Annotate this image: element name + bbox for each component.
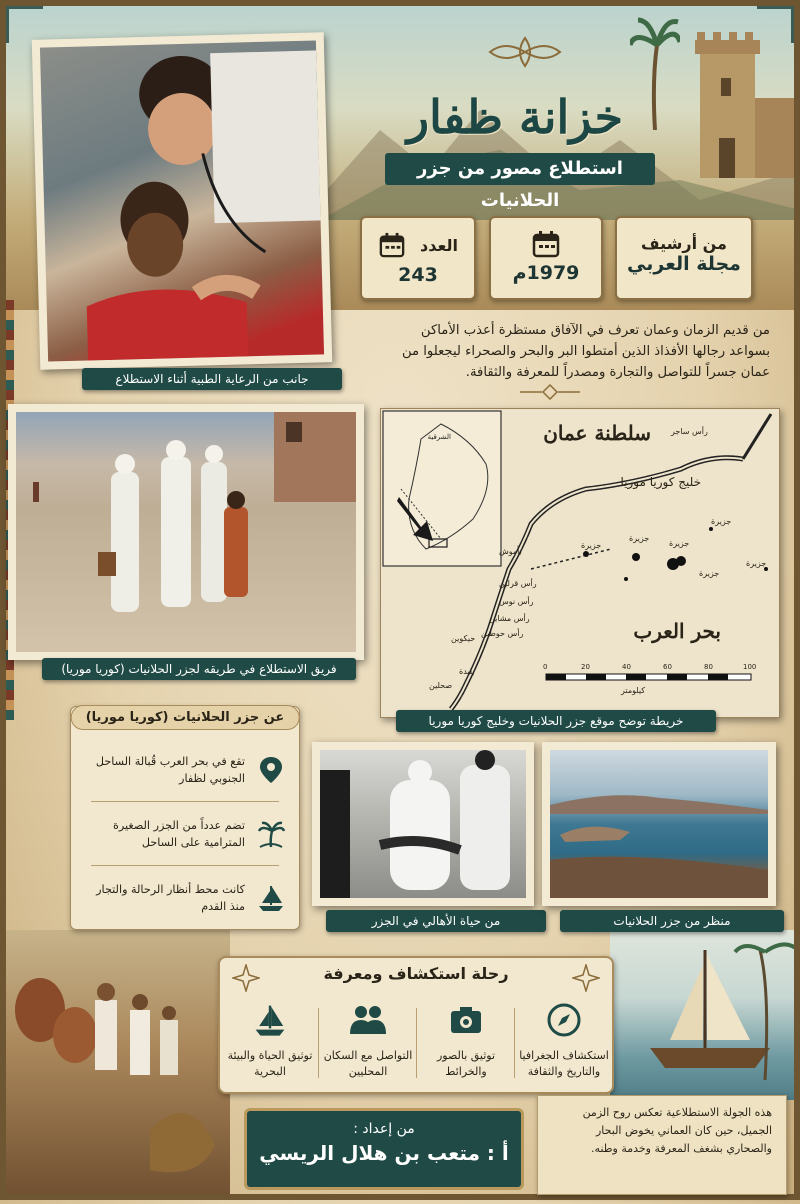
journey-title: رحلة استكشاف ومعرفة (323, 964, 509, 983)
medical-photo-caption: جانب من الرعاية الطبية أثناء الاستطلاع (82, 368, 342, 390)
sailboat-icon (253, 880, 289, 916)
page-subtitle: استطلاع مصور من جزر الحلانيات (385, 153, 655, 185)
map-place-label: رأس ساجر (671, 427, 708, 436)
journey-box (218, 956, 614, 1094)
map-scale-bar (546, 674, 751, 680)
scale-tick: 20 (581, 663, 590, 671)
page-title: خزانة ظفار (406, 90, 624, 144)
journey-item-text: توثيق بالصور والخرائط (436, 1049, 496, 1078)
souq-market-illustration (0, 930, 230, 1200)
villagers-image (320, 750, 526, 898)
map-place-label: رأس نوس (499, 597, 534, 606)
scale-tick: 100 (743, 663, 757, 671)
journey-item (516, 1002, 612, 1080)
year-info-box (489, 216, 603, 300)
divider (514, 1008, 515, 1078)
map-island-label: جزيرة (711, 517, 732, 526)
about-islands-box (70, 706, 300, 930)
calendar-icon (378, 232, 406, 258)
journey-item-text: استكشاف الجغرافيا والتاريخ والثقافة (519, 1049, 609, 1078)
journey-item-text: توثيق الحياة والبيئة البحرية (227, 1049, 313, 1078)
doctor-patient-image (40, 40, 324, 361)
scale-tick: 60 (663, 663, 672, 671)
fort-tower-illustration (685, 28, 795, 178)
camera-icon (448, 1002, 484, 1038)
people-photo (312, 742, 534, 906)
archive-value: مجلة العربي (627, 253, 741, 275)
map-place-label: بأموش (499, 547, 522, 556)
map-island-label: جزيرة (629, 534, 650, 543)
island-dot (624, 577, 628, 581)
island-dot (583, 551, 589, 557)
map-place-label: رأس مشاين (489, 614, 530, 623)
divider-ornament-icon (520, 384, 580, 400)
sailboat-icon (252, 1002, 288, 1038)
map-sea-label: بحر العرب (633, 619, 721, 643)
map-title: سلطنة عمان (543, 421, 651, 445)
islands-landscape-image (550, 750, 768, 898)
calendar-icon (531, 230, 561, 258)
team-photo-caption: فريق الاستطلاع في طريقه لجزر الحلانيات (كوريا موريا) (42, 658, 356, 680)
journey-item (418, 1002, 514, 1080)
map-place-label: رأس حوطين (481, 629, 524, 638)
team-photo (8, 404, 364, 660)
inset-label: الشرقية (427, 433, 451, 441)
about-title: عن جزر الحلانيات (كوريا موريا) (71, 705, 300, 730)
divider (318, 1008, 319, 1078)
compass-icon (546, 1002, 582, 1038)
islands-photo (542, 742, 776, 906)
map-caption: خريطة توضح موقع جزر الحلانيات وخليج كوريا موريا (396, 710, 716, 732)
location-pin-icon (253, 752, 289, 788)
map-place-label: حيكوين (451, 634, 476, 643)
about-item-text: كانت محط أنظار الرحالة والتجار منذ القدم (96, 883, 245, 913)
year-value: 1979م (512, 262, 580, 284)
journey-item (222, 1002, 318, 1080)
scale-tick: 40 (622, 663, 631, 671)
palm-island-icon (253, 816, 289, 852)
map-place-label: صحلين (429, 681, 453, 690)
prepared-by-label: من إعداد : (353, 1121, 415, 1137)
divider (416, 1008, 417, 1078)
author-name: أ : متعب بن هلال الريسي (259, 1141, 509, 1165)
about-item (81, 745, 289, 795)
author-credit-box (244, 1108, 524, 1190)
journey-item (320, 1002, 416, 1080)
corner-ornament (757, 6, 794, 43)
about-item (81, 873, 289, 923)
issue-value: 243 (398, 264, 438, 286)
island-dot (632, 553, 640, 561)
archive-label: من أرشيف (641, 234, 727, 253)
islands-photo-caption: منظر من جزر الحلانيات (560, 910, 784, 932)
corner-ornament (6, 6, 43, 43)
people-icon (348, 1002, 388, 1038)
sea-dhow-illustration (610, 930, 800, 1100)
map-island-label: جزيرة (746, 559, 767, 568)
closing-note: هذه الجولة الاستطلاعية تعكس روح الزمن الجميل، حين كان العماني يخوض البحار والصحاري بشغف المعرفة وخدمة وطنه. (537, 1095, 787, 1195)
island-dot (676, 556, 686, 566)
map-gulf-label: خليج كوريا موريا (620, 475, 701, 489)
issue-info-box (360, 216, 476, 300)
people-photo-caption: من حياة الأهالي في الجزر (326, 910, 546, 932)
island-dot (709, 527, 713, 531)
divider (91, 865, 279, 866)
map-place-label: بليدة (459, 667, 475, 676)
arabesque-ornament-icon (480, 34, 570, 70)
map-island-label: جزيرة (669, 539, 690, 548)
about-item-text: تقع في بحر العرب قُبالة الساحل الجنوبي لظفار (95, 755, 245, 785)
about-item-text: تضم عدداً من الجزر الصغيرة المترامية على الساحل (113, 819, 245, 849)
archive-info-box (615, 216, 753, 300)
map-island-label: جزيرة (699, 569, 720, 578)
divider (91, 801, 279, 802)
about-item (81, 809, 289, 859)
map-place-label: رأس قرلين (499, 579, 537, 588)
scale-tick: 0 (543, 663, 548, 671)
journey-item-text: التواصل مع السكان المحليين (323, 1049, 413, 1078)
medical-care-photo (32, 32, 333, 370)
map-island-label: جزيرة (581, 541, 602, 550)
scale-unit: كيلومتر (621, 686, 646, 695)
islands-map (380, 408, 780, 718)
team-walking-image (16, 412, 356, 652)
scale-tick: 80 (704, 663, 713, 671)
issue-label: العدد (420, 235, 458, 255)
intro-paragraph: من قديم الزمان وعمان تعرف في الآفاق مستظرة أعذب الأماكن بسواعد رجالها الأفذاذ الذين أمتطوا البر والبحر والصحراء ليجعلوا من عمان جسراً للتواصل والتجارة ومصدراً للمعرفة والثقافة. (401, 323, 770, 380)
